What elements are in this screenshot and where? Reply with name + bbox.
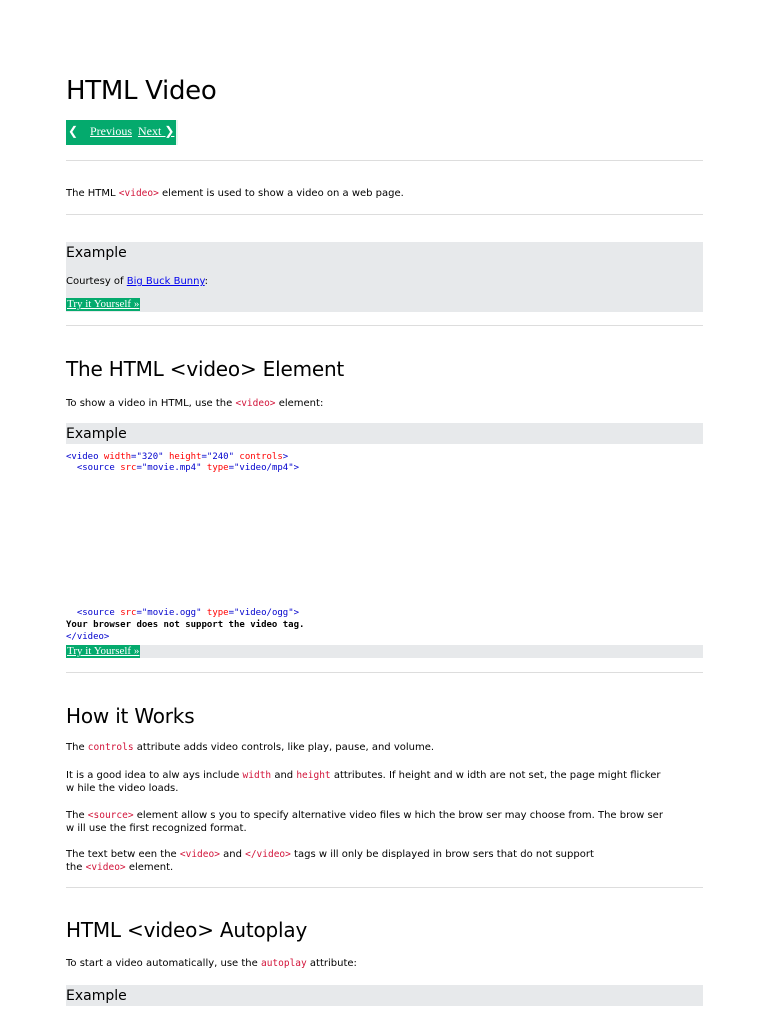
divider [66, 325, 703, 326]
try-it-yourself-button[interactable]: Try it Yourself » [67, 645, 140, 657]
divider [66, 672, 703, 673]
courtesy-text: Courtesy of Big Buck Bunny: [66, 276, 209, 287]
example-heading: Example [66, 426, 127, 442]
code-line: <source src="movie.ogg" type="video/ogg"> [66, 608, 300, 618]
example-footer-bar [66, 645, 703, 658]
example-box [66, 423, 703, 444]
paragraph-continuation: w hile the video loads. [66, 783, 179, 794]
code-line: <video width="320" height="240" controls> [66, 452, 289, 462]
big-buck-bunny-link[interactable]: Big Buck Bunny [126, 276, 205, 287]
inline-code: <video> [235, 398, 276, 409]
section-heading: HTML <video> Autoplay [66, 918, 308, 942]
inline-code: height [296, 770, 331, 781]
example-heading: Example [66, 245, 127, 261]
paragraph: It is a good idea to alw ays include width and height attributes. If height and w idth are not set, the page might flicker [66, 770, 661, 781]
paragraph: The controls attribute adds video controls, like play, pause, and volume. [66, 742, 435, 753]
chevron-left-icon: ❮ [68, 124, 79, 138]
pagination-nav [66, 120, 178, 145]
previous-link[interactable]: Previous [90, 124, 132, 138]
section-heading: How it Works [66, 704, 195, 728]
section-heading: The HTML <video> Element [66, 357, 345, 381]
inline-code: width [242, 770, 272, 781]
paragraph-continuation: the <video> element. [66, 862, 174, 873]
inline-code: autoplay [260, 958, 307, 969]
code-line: Your browser does not support the video tag. [66, 620, 305, 630]
next-link[interactable]: Next ❯ [138, 124, 175, 138]
paragraph: The <source> element allow s you to specify alternative video files w hich the brow ser may choose from. The brow ser [66, 810, 663, 821]
try-it-yourself-button[interactable]: Try it Yourself » [67, 298, 140, 310]
divider [66, 214, 703, 215]
paragraph: The text betw een the <video> and </video> tags w ill only be displayed in brow sers that do not support [66, 849, 594, 860]
paragraph: To start a video automatically, use the autoplay attribute: [66, 958, 357, 969]
divider [66, 887, 703, 888]
section-paragraph: To show a video in HTML, use the <video> element: [66, 398, 324, 409]
inline-code: controls [87, 742, 134, 753]
inline-code: </video> [245, 849, 291, 860]
paragraph-continuation: w ill use the first recognized format. [66, 823, 247, 834]
inline-code: <source> [87, 810, 134, 821]
page-title: HTML Video [66, 76, 217, 106]
code-line: </video> [66, 632, 110, 642]
inline-code: <video> [118, 188, 159, 199]
example-heading: Example [66, 988, 127, 1004]
intro-paragraph: The HTML <video> element is used to show a video on a web page. [66, 188, 404, 199]
divider [66, 160, 703, 161]
code-line: <source src="movie.mp4" type="video/mp4"> [66, 463, 300, 473]
example-box [66, 985, 703, 1006]
inline-code: <video> [85, 862, 126, 873]
inline-code: <video> [179, 849, 220, 860]
